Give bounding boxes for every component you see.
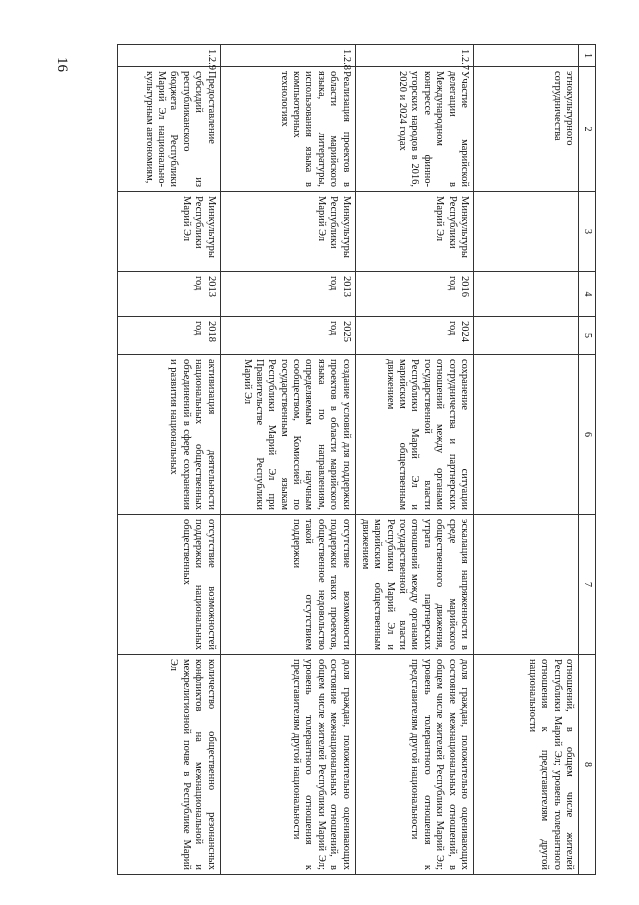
cell-num: 1.2.9 [117,45,220,67]
table-row [117,45,220,875]
cell-end [474,317,579,355]
cell-measure-name: Предоставление субсидий из республиканского бюджета Республики Марий Эл национально-культурным автономиям, [117,67,220,192]
cell-end: 2025 год [220,317,355,355]
cell-end: 2018 год [117,317,220,355]
cell-measure-name: Реализация проектов в области марийского языка, литературы, использования языка в компьютерных технологиях [220,67,355,192]
cell-num [474,45,579,67]
rotated-table-page [106,44,596,874]
cell-consequence: отсутствие возможности поддержки таких проектов, общественное недовольство такой отсутствием поддержки [220,515,355,655]
header-col-3: 3 [579,192,596,272]
continuation-row [474,45,579,875]
header-col-4: 4 [579,272,596,317]
cell-result: активизация деятельности национальных общественных объединений в сфере сохранения и развития национальных [117,355,220,515]
cell-end: 2024 год [355,317,473,355]
cell-consequence [474,515,579,655]
header-col-1: 1 [579,45,596,67]
header-col-7: 7 [579,515,596,655]
cell-start: 2013 год [220,272,355,317]
cell-num: 1.2.8 [220,45,355,67]
table-row [355,45,473,875]
column-number-row [579,45,596,875]
cell-executor: Минкультуры Республики Марий Эл [355,192,473,272]
header-col-6: 6 [579,355,596,515]
cell-indicator: доля граждан, положительно оценивающих состояние межнациональных отношений, в общем числе жителей Республики Марий Эл; уровень толерантного отношения к представителям другой национальности [355,655,473,875]
cell-result: создание условий для поддержки проектов в области марийского языка по направлениям, определяемым научным сообществом, Комиссией по государственным языкам Республики Марий Эл при Правительстве Республики Марий Эл [220,355,355,515]
program-measures-table [117,44,596,875]
cell-result [474,355,579,515]
cell-executor: Минкультуры Республики Марий Эл [220,192,355,272]
header-col-8: 8 [579,655,596,875]
cell-start: 2016 год [355,272,473,317]
cell-indicator: доля граждан, положительно оценивающих состояние межнациональных отношений, в общем числе жителей Республики Марий Эл; уровень толерантного отношения к представителям другой национальности [220,655,355,875]
header-col-5: 5 [579,317,596,355]
cell-num: 1.2.7 [355,45,473,67]
cell-start: 2013 год [117,272,220,317]
cell-measure-name: Участие марийской делегации в Международном конгрессе финно-угорских народов в 2016, 2020 и 2024 годах [355,67,473,192]
cell-measure-name: этнокультурного сотрудничества [474,67,579,192]
cell-result: сохранение ситуации сотрудничества и партнерских отношений между органами государственной власти Республики Марий Эл и марийским общественным движением [355,355,473,515]
cell-indicator: количество общественно резонансных конфликтов на межнациональной и межрелигиозной почве в Республике Марий Эл [117,655,220,875]
cell-indicator: отношений, в общем числе жителей Республики Марий Эл; уровень толерантного отношения к представителям другой национальности [474,655,579,875]
table-row [220,45,355,875]
cell-consequence: отсутствие возможностей поддержки национальных общественных [117,515,220,655]
page-number: 16 [54,57,70,72]
header-col-2: 2 [579,67,596,192]
cell-start [474,272,579,317]
cell-consequence: эскалация напряженности в среде марийского общественного движения, утрата партнерских отношений между органами государственной власти Республики Марий Эл и марийским общественным движением [355,515,473,655]
cell-executor [474,192,579,272]
cell-executor: Минкультуры Республики Марий Эл [117,192,220,272]
